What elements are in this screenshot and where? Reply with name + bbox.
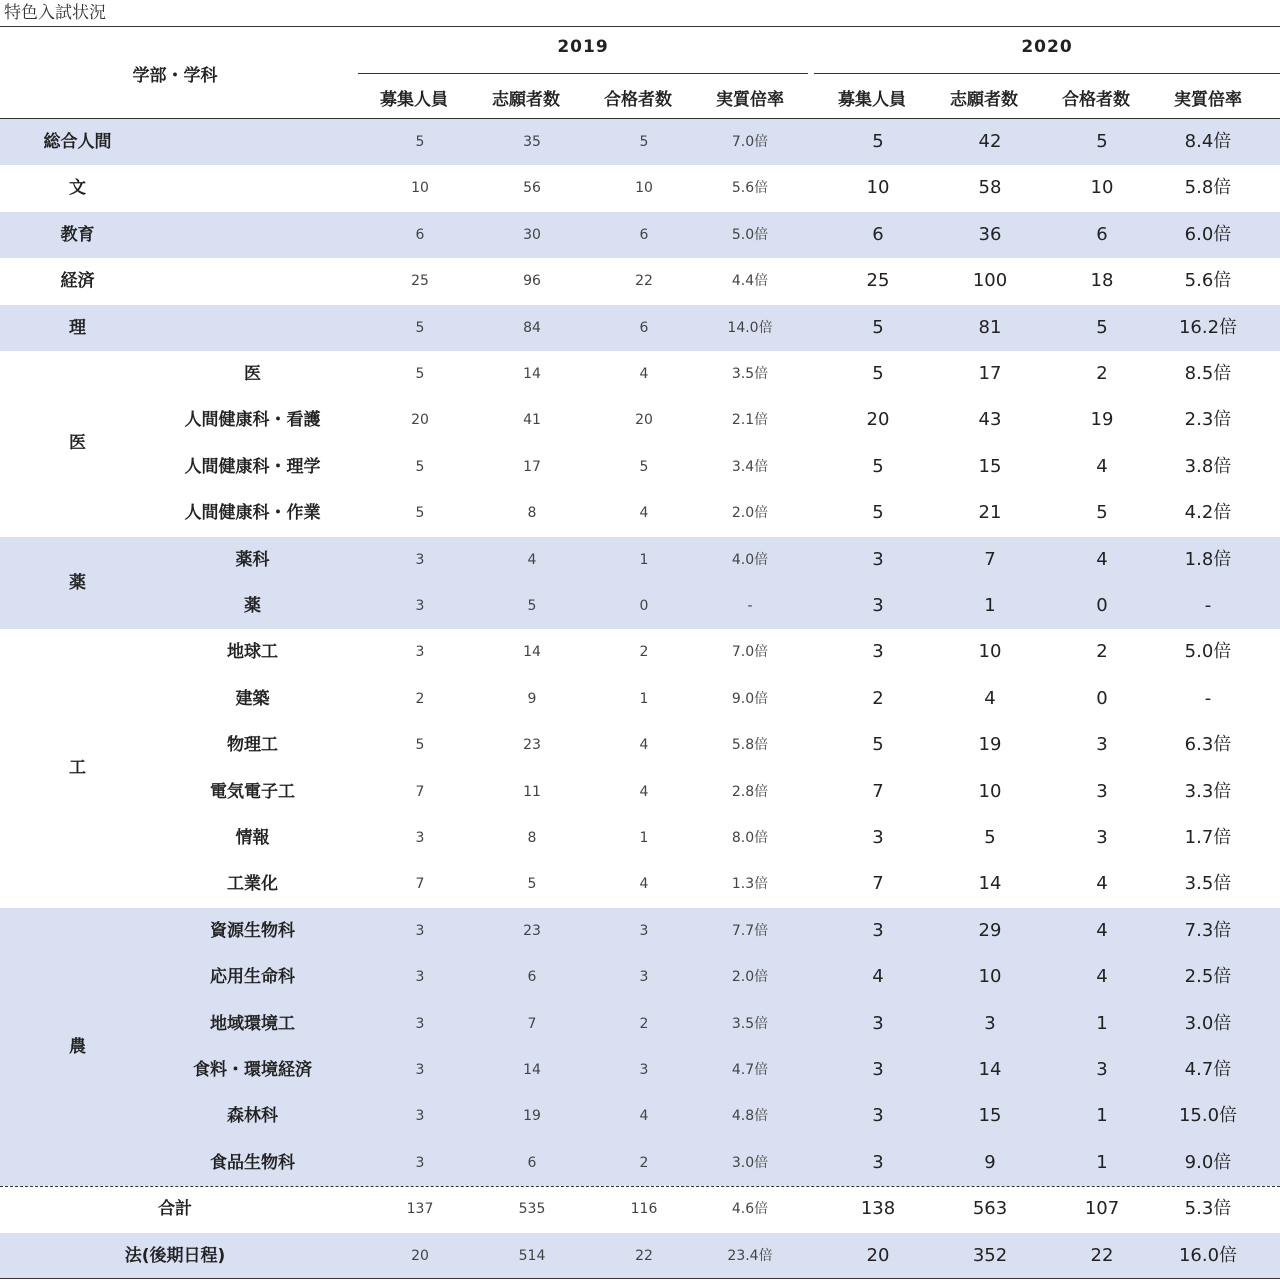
cell-2020-capacity: 3: [872, 1151, 884, 1173]
cell-2020-passed: 6: [1096, 223, 1108, 245]
cell-2019-capacity: 3: [415, 1108, 425, 1125]
cell-2020-applicants: 352: [972, 1244, 1008, 1266]
cell-2019-capacity: 3: [415, 1154, 425, 1171]
cell-2019-capacity: 5: [415, 505, 425, 522]
cell-2019-applicants: 41: [523, 412, 541, 429]
cell-2020-ratio: 2.3倍: [1184, 409, 1232, 431]
cell-2019-passed: 4: [639, 737, 649, 754]
cell-2019-capacity: 3: [415, 644, 425, 661]
cell-2019-ratio: 7.0倍: [731, 644, 769, 661]
cell-2020-applicants: 10: [978, 780, 1002, 802]
cell-2019-passed: 3: [639, 922, 649, 939]
table-row: [0, 1001, 1280, 1047]
cell-2019-applicants: 8: [527, 505, 537, 522]
cell-2019-applicants: 5: [527, 876, 537, 893]
cell-2019-passed: 4: [639, 876, 649, 893]
cell-2020-applicants: 14: [978, 873, 1002, 895]
cell-2020-applicants: 4: [984, 687, 996, 709]
faculty-name: 総合人間: [43, 132, 112, 152]
cell-2019-capacity: 5: [415, 134, 425, 150]
col-header-capacity-2020: 募集人員: [838, 90, 906, 110]
cell-2020-capacity: 7: [872, 873, 884, 895]
cell-2020-passed: 3: [1096, 734, 1108, 756]
cell-2019-ratio: 2.8倍: [731, 783, 769, 800]
cell-2020-applicants: 7: [984, 548, 996, 570]
cell-2020-capacity: 3: [872, 827, 884, 848]
department-name: 物理工: [227, 735, 278, 756]
cell-2019-capacity: 20: [411, 1247, 429, 1264]
cell-2020-capacity: 3: [872, 595, 884, 616]
department-name: 人間健康科・作業: [184, 503, 321, 524]
cell-2020-applicants: 81: [978, 316, 1002, 338]
cell-2019-capacity: 7: [415, 783, 425, 800]
col-header-applicants-2020: 志願者数: [950, 90, 1018, 110]
cell-2019-capacity: 2: [415, 690, 425, 707]
cell-2020-capacity: 5: [872, 734, 884, 756]
cell-2019-applicants: 6: [527, 969, 537, 986]
cell-2019-ratio: 3.5倍: [731, 1015, 769, 1032]
table-row: [0, 212, 1280, 258]
cell-2020-passed: 19: [1090, 409, 1114, 431]
table-row: [0, 908, 1280, 954]
cell-2020-capacity: 10: [866, 177, 890, 199]
table-row: [0, 119, 1280, 165]
table-row: [0, 1093, 1280, 1139]
cell-2020-applicants: 563: [972, 1198, 1008, 1220]
table-row: [0, 537, 1280, 583]
cell-2019-ratio: 2.0倍: [731, 505, 769, 522]
faculty-name: 農: [69, 1036, 86, 1057]
cell-2019-capacity: 10: [411, 180, 429, 197]
cell-2019-applicants: 14: [523, 1062, 541, 1078]
col-header-applicants-2019: 志願者数: [492, 90, 560, 110]
cell-2020-ratio: 6.0倍: [1184, 223, 1232, 245]
cell-2019-applicants: 6: [527, 1154, 537, 1171]
cell-2020-ratio: 4.7倍: [1184, 1059, 1232, 1080]
cell-2019-ratio: 3.0倍: [731, 1154, 769, 1171]
table-row: [0, 583, 1280, 629]
cell-2019-capacity: 7: [415, 876, 425, 893]
cell-2020-ratio: 1.8倍: [1184, 548, 1232, 570]
cell-2019-capacity: 20: [411, 412, 429, 429]
cell-2020-ratio: 7.3倍: [1184, 919, 1232, 941]
cell-2020-applicants: 10: [978, 966, 1002, 988]
cell-2020-passed: 2: [1096, 641, 1108, 663]
faculty-name: 薬: [69, 572, 86, 593]
cell-2019-ratio: 5.8倍: [731, 737, 769, 754]
department-name: 食品生物科: [210, 1152, 295, 1173]
cell-2020-applicants: 29: [978, 919, 1002, 941]
department-name: 地域環境工: [210, 1013, 295, 1034]
faculty-name: 教育: [60, 224, 95, 245]
year-2019-rule: [358, 73, 808, 74]
table-row: [0, 305, 1280, 351]
cell-2019-applicants: 35: [523, 134, 541, 150]
cell-2020-applicants: 14: [978, 1059, 1002, 1080]
cell-2019-applicants: 56: [523, 180, 541, 197]
cell-2020-capacity: 5: [872, 455, 884, 477]
cell-2020-capacity: 3: [872, 1105, 884, 1127]
cell-2020-ratio: 3.0倍: [1184, 1012, 1232, 1034]
total-label: 合計: [158, 1199, 192, 1220]
cell-2020-ratio: 3.5倍: [1184, 873, 1232, 895]
cell-2019-capacity: 25: [411, 273, 429, 290]
cell-2019-ratio: 4.7倍: [731, 1062, 769, 1078]
cell-2020-capacity: 25: [866, 270, 890, 292]
department-name: 建築: [235, 688, 270, 709]
cell-2020-passed: 5: [1096, 316, 1108, 338]
cell-2020-ratio: 3.3倍: [1184, 780, 1232, 802]
year-2020-header: 2020: [1021, 37, 1073, 57]
cell-2019-ratio: 7.0倍: [731, 134, 769, 150]
table-row: [0, 1047, 1280, 1093]
cell-2019-ratio: 1.3倍: [731, 876, 769, 893]
cell-2020-passed: 4: [1096, 548, 1108, 570]
table-row: [0, 954, 1280, 1000]
cell-2019-passed: 5: [639, 458, 649, 475]
cell-2019-applicants: 11: [523, 783, 541, 800]
cell-2020-capacity: 3: [872, 919, 884, 941]
cell-2019-ratio: -: [747, 598, 753, 614]
cell-2020-passed: 3: [1096, 1059, 1108, 1080]
cell-2020-applicants: 21: [978, 502, 1002, 524]
cell-2020-capacity: 3: [872, 641, 884, 663]
table-header: [0, 27, 1280, 119]
cell-2019-ratio: 4.0倍: [731, 551, 769, 568]
table-row: [0, 258, 1280, 304]
cell-2020-capacity: 5: [872, 502, 884, 524]
department-name: 食料・環境経済: [193, 1060, 312, 1080]
cell-2019-passed: 4: [639, 1108, 649, 1125]
cell-2019-passed: 4: [639, 505, 649, 522]
table-row: [0, 722, 1280, 768]
cell-2019-ratio: 4.8倍: [731, 1108, 769, 1125]
cell-2020-ratio: -: [1204, 687, 1212, 709]
cell-2019-capacity: 3: [415, 922, 425, 939]
col-header-capacity-2019: 募集人員: [380, 90, 448, 110]
cell-2020-applicants: 100: [972, 270, 1008, 292]
cell-2020-ratio: 1.7倍: [1184, 827, 1232, 848]
cell-2020-passed: 3: [1096, 780, 1108, 802]
table-row: [0, 861, 1280, 907]
cell-2020-passed: 2: [1096, 363, 1108, 384]
cell-2019-applicants: 23: [523, 737, 541, 754]
cell-2019-ratio: 9.0倍: [731, 690, 769, 707]
cell-2020-ratio: 5.3倍: [1184, 1198, 1232, 1220]
col-header-ratio-2019: 実質倍率: [716, 90, 784, 110]
table-row: [0, 815, 1280, 861]
cell-2020-ratio: 16.2倍: [1178, 316, 1238, 338]
faculty-name: 理: [69, 317, 86, 338]
department-name: 医: [244, 364, 261, 384]
cell-2020-capacity: 5: [872, 363, 884, 384]
table-row: [0, 676, 1280, 722]
cell-2019-passed: 116: [630, 1201, 658, 1218]
cell-2019-passed: 0: [639, 598, 649, 614]
cell-2020-passed: 18: [1090, 270, 1114, 292]
cell-2020-applicants: 43: [978, 409, 1002, 431]
cell-2020-applicants: 1: [984, 595, 996, 616]
cell-2020-capacity: 20: [866, 409, 890, 431]
cell-2020-applicants: 10: [978, 641, 1002, 663]
cell-2019-capacity: 5: [415, 458, 425, 475]
cell-2020-passed: 5: [1096, 502, 1108, 524]
cell-2019-ratio: 5.0倍: [731, 226, 769, 243]
table-row: [0, 165, 1280, 211]
table-row: [0, 629, 1280, 675]
bottom-rule: [0, 1278, 1280, 1279]
cell-2019-applicants: 9: [527, 690, 537, 707]
year-2020-rule: [814, 73, 1280, 74]
cell-2019-capacity: 5: [415, 737, 425, 754]
faculty-name: 医: [69, 433, 86, 453]
cell-2019-ratio: 3.4倍: [731, 458, 769, 475]
cell-2019-applicants: 7: [527, 1015, 537, 1032]
law-row: [0, 1233, 1280, 1279]
cell-2019-passed: 1: [639, 551, 649, 568]
cell-2020-capacity: 6: [872, 223, 884, 245]
cell-2019-capacity: 6: [415, 226, 425, 243]
table-row: [0, 351, 1280, 397]
col-header-ratio-2020: 実質倍率: [1174, 90, 1242, 110]
department-name: 地球工: [227, 642, 278, 663]
cell-2020-capacity: 7: [872, 780, 884, 802]
cell-2019-passed: 3: [639, 969, 649, 986]
department-name: 人間健康科・看護: [184, 410, 321, 431]
cell-2019-applicants: 23: [523, 922, 541, 939]
cell-2020-passed: 4: [1096, 919, 1108, 941]
cell-2020-ratio: 8.5倍: [1184, 363, 1232, 384]
col-header-passed-2020: 合格者数: [1062, 90, 1130, 110]
cell-2020-passed: 4: [1096, 966, 1108, 988]
cell-2020-applicants: 3: [984, 1012, 996, 1034]
cell-2020-passed: 22: [1090, 1244, 1114, 1266]
cell-2019-applicants: 5: [527, 598, 537, 614]
table-row: [0, 490, 1280, 536]
department-name: 人間健康科・理学: [184, 456, 321, 477]
cell-2019-passed: 6: [639, 319, 649, 336]
cell-2019-capacity: 3: [415, 551, 425, 568]
cell-2019-ratio: 4.4倍: [731, 273, 769, 290]
cell-2020-capacity: 20: [866, 1244, 890, 1266]
cell-2020-passed: 3: [1096, 827, 1108, 848]
cell-2020-ratio: 15.0倍: [1178, 1105, 1238, 1127]
cell-2020-capacity: 4: [872, 966, 884, 988]
cell-2020-capacity: 5: [872, 131, 884, 152]
cell-2019-passed: 4: [639, 366, 649, 382]
table-row: [0, 444, 1280, 490]
cell-2019-passed: 1: [639, 830, 649, 846]
cell-2019-ratio: 4.6倍: [731, 1201, 769, 1218]
cell-2020-applicants: 58: [978, 177, 1002, 199]
department-name: 情報: [235, 828, 270, 848]
cell-2020-capacity: 3: [872, 548, 884, 570]
cell-2019-capacity: 3: [415, 598, 425, 614]
cell-2019-ratio: 8.0倍: [731, 830, 769, 846]
cell-2019-passed: 4: [639, 783, 649, 800]
cell-2020-passed: 1: [1096, 1012, 1108, 1034]
cell-2019-ratio: 14.0倍: [727, 319, 773, 336]
cell-2020-applicants: 42: [978, 131, 1002, 152]
cell-2020-passed: 4: [1096, 873, 1108, 895]
department-name: 薬科: [235, 549, 270, 570]
cell-2019-capacity: 137: [406, 1201, 434, 1218]
cell-2019-capacity: 3: [415, 830, 425, 846]
dept-column-header: 学部・学科: [132, 66, 218, 86]
cell-2020-ratio: 5.0倍: [1184, 641, 1232, 663]
cell-2020-ratio: -: [1204, 595, 1212, 616]
cell-2020-capacity: 3: [872, 1012, 884, 1034]
cell-2019-passed: 6: [639, 226, 649, 243]
cell-2019-ratio: 5.6倍: [731, 180, 769, 197]
cell-2019-passed: 22: [635, 273, 653, 290]
cell-2019-applicants: 4: [527, 551, 537, 568]
cell-2019-passed: 3: [639, 1062, 649, 1078]
cell-2020-ratio: 2.5倍: [1184, 966, 1232, 988]
cell-2019-passed: 10: [635, 180, 653, 197]
cell-2019-passed: 2: [639, 1015, 649, 1032]
table-row: [0, 397, 1280, 443]
table-caption: 特色入試状況: [4, 3, 106, 23]
department-name: 電気電子工: [210, 781, 295, 802]
department-name: 薬: [244, 596, 261, 616]
cell-2019-capacity: 5: [415, 366, 425, 382]
table-row: [0, 1140, 1280, 1186]
cell-2019-capacity: 3: [415, 969, 425, 986]
cell-2019-ratio: 2.1倍: [731, 412, 769, 429]
cell-2020-applicants: 36: [978, 223, 1002, 245]
cell-2020-applicants: 19: [978, 734, 1002, 756]
cell-2019-applicants: 84: [523, 319, 541, 336]
cell-2019-passed: 1: [639, 690, 649, 707]
cell-2019-ratio: 23.4倍: [727, 1247, 773, 1264]
cell-2020-ratio: 9.0倍: [1184, 1151, 1232, 1173]
cell-2020-passed: 1: [1096, 1105, 1108, 1127]
cell-2019-ratio: 2.0倍: [731, 969, 769, 986]
law-label: 法(後期日程): [124, 1245, 226, 1266]
cell-2019-applicants: 30: [523, 226, 541, 243]
cell-2019-applicants: 14: [523, 366, 541, 382]
cell-2019-ratio: 3.5倍: [731, 366, 769, 382]
cell-2019-passed: 20: [635, 412, 653, 429]
cell-2020-capacity: 138: [860, 1198, 896, 1220]
cell-2019-passed: 22: [635, 1247, 653, 1264]
cell-2020-applicants: 15: [978, 455, 1002, 477]
cell-2019-capacity: 5: [415, 319, 425, 336]
total-row: [0, 1186, 1280, 1232]
cell-2020-capacity: 3: [872, 1059, 884, 1080]
cell-2019-applicants: 14: [523, 644, 541, 661]
cell-2020-passed: 1: [1096, 1151, 1108, 1173]
table-row: [0, 769, 1280, 815]
cell-2020-passed: 5: [1096, 131, 1108, 152]
cell-2020-passed: 0: [1096, 595, 1108, 616]
cell-2019-capacity: 3: [415, 1015, 425, 1032]
year-2019-header: 2019: [557, 37, 609, 57]
cell-2020-passed: 10: [1090, 177, 1114, 199]
faculty-name: 文: [69, 178, 86, 199]
cell-2020-ratio: 3.8倍: [1184, 455, 1232, 477]
cell-2019-applicants: 96: [523, 273, 541, 290]
cell-2020-ratio: 5.6倍: [1184, 270, 1232, 292]
cell-2020-ratio: 8.4倍: [1184, 131, 1232, 152]
cell-2020-ratio: 6.3倍: [1184, 734, 1232, 756]
cell-2020-capacity: 2: [872, 687, 884, 709]
cell-2019-capacity: 3: [415, 1062, 425, 1078]
cell-2019-ratio: 7.7倍: [731, 922, 769, 939]
faculty-name: 経済: [60, 271, 95, 292]
cell-2020-ratio: 5.8倍: [1184, 177, 1232, 199]
cell-2019-applicants: 8: [527, 830, 537, 846]
department-name: 応用生命科: [210, 967, 295, 988]
cell-2020-applicants: 17: [978, 363, 1002, 384]
cell-2019-passed: 5: [639, 134, 649, 150]
cell-2020-applicants: 9: [984, 1151, 996, 1173]
cell-2019-applicants: 17: [523, 458, 541, 475]
cell-2019-applicants: 514: [518, 1247, 546, 1264]
cell-2020-passed: 4: [1096, 455, 1108, 477]
col-header-passed-2019: 合格者数: [604, 90, 672, 110]
department-name: 工業化: [227, 874, 278, 895]
cell-2019-passed: 2: [639, 644, 649, 661]
department-name: 資源生物科: [210, 920, 295, 941]
cell-2020-ratio: 16.0倍: [1178, 1244, 1238, 1266]
cell-2020-ratio: 4.2倍: [1184, 502, 1232, 524]
cell-2020-passed: 107: [1084, 1198, 1120, 1220]
cell-2019-applicants: 535: [518, 1201, 546, 1218]
cell-2020-capacity: 5: [872, 316, 884, 338]
cell-2019-applicants: 19: [523, 1108, 541, 1125]
cell-2020-applicants: 5: [984, 827, 996, 848]
cell-2020-applicants: 15: [978, 1105, 1002, 1127]
faculty-name: 工: [69, 758, 86, 779]
cell-2020-passed: 0: [1096, 687, 1108, 709]
cell-2019-passed: 2: [639, 1154, 649, 1171]
department-name: 森林科: [227, 1106, 278, 1127]
